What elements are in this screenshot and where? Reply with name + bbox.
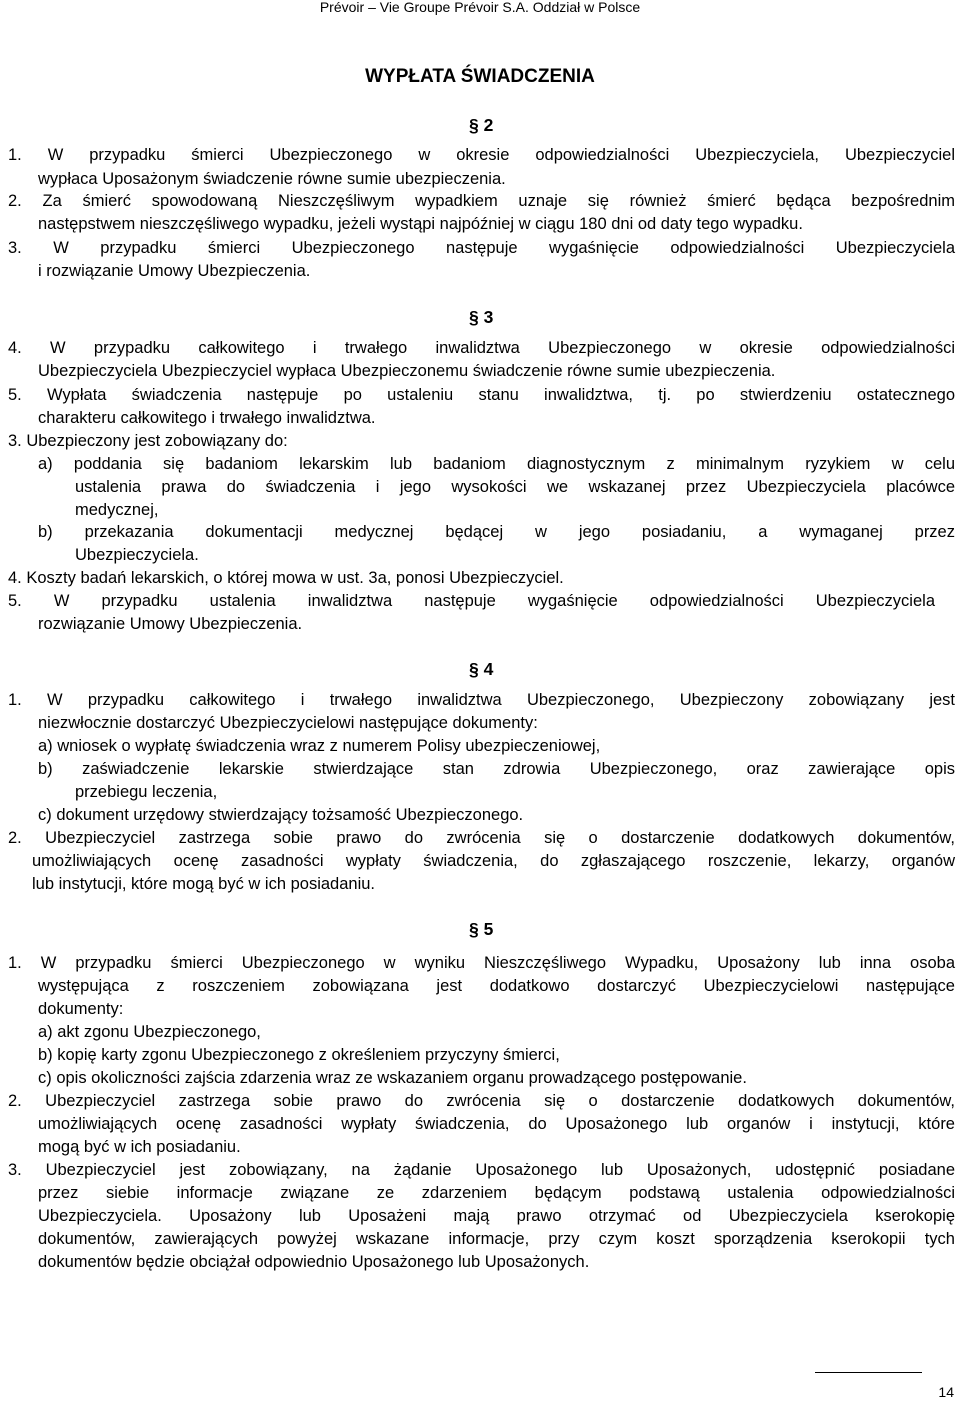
text-line: 3. Ubezpieczony jest zobowiązany do: [8,432,288,450]
text-line: wypłaca Uposażonym świadczenie równe sumie ubezpieczenia. [38,170,506,188]
text-line: 3. W przypadku śmierci Ubezpieczonego następuje wygaśnięcie odpowiedzialności Ubezpieczyciela [8,239,955,257]
text-line: występująca z roszczeniem zobowiązana jest dodatkowo dostarczyć Ubezpieczycielowi następujące [38,977,955,995]
text-line: i rozwiązanie Umowy Ubezpieczenia. [38,262,311,280]
text-line: dokumentów, zawierających powyżej wskazane informacje, przy czym koszt sporządzenia kserokopii tych [38,1230,955,1248]
text-line: ustalenia prawa do świadczenia i jego wysokości we wskazanej przez Ubezpieczyciela placówce [75,478,955,496]
footnote-divider [815,1372,922,1373]
text-line: b) kopię karty zgonu Ubezpieczonego z określeniem przyczyny śmierci, [38,1046,560,1064]
section-heading: § 2 [469,115,494,135]
text-line: Ubezpieczyciela. [75,546,199,564]
text-line: a) akt zgonu Ubezpieczonego, [38,1023,261,1041]
text-line: 3. Ubezpieczyciel jest zobowiązany, na żądanie Uposażonego lub Uposażonych, udostępnić posiadane [8,1161,955,1179]
text-line: 2. Za śmierć spowodowaną Nieszczęśliwym wypadkiem uznaje się również śmierć będąca bezpośrednim [8,192,955,210]
text-line: a) poddania się badaniom lekarskim lub badaniom diagnostycznym z minimalnym ryzykiem w celu [38,455,955,473]
text-line: charakteru całkowitego i trwałego inwalidztwa. [38,409,376,427]
text-line: przez siebie informacje związane ze zdarzeniem będącym podstawą ustalenia odpowiedzialności [38,1184,955,1202]
text-line: b) zaświadczenie lekarskie stwierdzające stan zdrowia Ubezpieczonego, oraz zawierające opis [38,760,955,778]
page-number: 14 [938,1384,954,1400]
text-line: dokumentów będzie obciążał odpowiednio Uposażonego lub Uposażonych. [38,1253,590,1271]
text-line: 2. Ubezpieczyciel zastrzega sobie prawo do zwrócenia się o dostarczenie dodatkowych dokumentów, [8,1092,955,1110]
text-line: a) wniosek o wypłatę świadczenia wraz z numerem Polisy ubezpieczeniowej, [38,737,601,755]
text-line: umożliwiających ocenę zasadności wypłaty świadczenia, do zgłaszającego roszczenie, lekarzy, organów [32,852,955,870]
text-line: medycznej, [75,501,159,519]
text-line: lub instytucji, które mogą być w ich posiadaniu. [32,875,376,893]
page-header: Prévoir – Vie Groupe Prévoir S.A. Oddział w Polsce [319,0,641,15]
section-heading: § 3 [469,307,494,327]
text-line: umożliwiających ocenę zasadności wypłaty świadczenia, do Uposażonego lub organów i instytucji, które [38,1115,955,1133]
text-line: 4. W przypadku całkowitego i trwałego inwalidztwa Ubezpieczonego w okresie odpowiedzialności [8,339,955,357]
text-line: dokumenty: [38,1000,124,1018]
text-line: 4. Koszty badań lekarskich, o której mowa w ust. 3a, ponosi Ubezpieczyciel. [8,569,564,587]
section-heading: § 5 [469,919,494,939]
text-line: rozwiązanie Umowy Ubezpieczenia. [38,615,303,633]
text-line: przebiegu leczenia, [75,783,218,801]
text-line: 2. Ubezpieczyciel zastrzega sobie prawo do zwrócenia się o dostarczenie dodatkowych dokumentów, [8,829,955,847]
text-line: mogą być w ich posiadaniu. [38,1138,241,1156]
text-line: Ubezpieczyciela. Uposażony lub Uposażeni mają prawo otrzymać od Ubezpieczyciela kserokopię [38,1207,955,1225]
text-line: 5. Wypłata świadczenia następuje po ustaleniu stanu inwalidztwa, tj. po stwierdzeniu ostatecznego [8,386,955,404]
text-line: c) dokument urzędowy stwierdzający tożsamość Ubezpieczonego. [38,806,524,824]
text-line: 1. W przypadku całkowitego i trwałego inwalidztwa Ubezpieczonego, Ubezpieczony zobowiązany jest [8,691,955,709]
text-line: 1. W przypadku śmierci Ubezpieczonego w wyniku Nieszczęśliwego Wypadku, Uposażony lub inna osoba [8,954,955,972]
text-line: 1. W przypadku śmierci Ubezpieczonego w okresie odpowiedzialności Ubezpieczyciela, Ubezpieczyciel [8,146,955,164]
page-title: WYPŁATA ŚWIADCZENIA [365,66,595,87]
text-line: b) przekazania dokumentacji medycznej będącej w jego posiadaniu, a wymaganej przez [38,523,955,541]
text-line: Ubezpieczyciela Ubezpieczyciel wypłaca Ubezpieczonemu świadczenie równe sumie ubezpieczenia. [38,362,776,380]
text-line: następstwem nieszczęśliwego wypadku, jeżeli wystąpi najpóźniej w ciągu 180 dni od daty tego wypadku. [38,215,803,233]
text-line: niezwłocznie dostarczyć Ubezpieczycielowi następujące dokumenty: [38,714,538,732]
section-heading: § 4 [469,659,494,679]
text-line: 5. W przypadku ustalenia inwalidztwa następuje wygaśnięcie odpowiedzialności Ubezpieczyciela [8,592,935,610]
text-line: c) opis okoliczności zajścia zdarzenia wraz ze wskazaniem organu prowadzącego postępowanie. [38,1069,747,1087]
